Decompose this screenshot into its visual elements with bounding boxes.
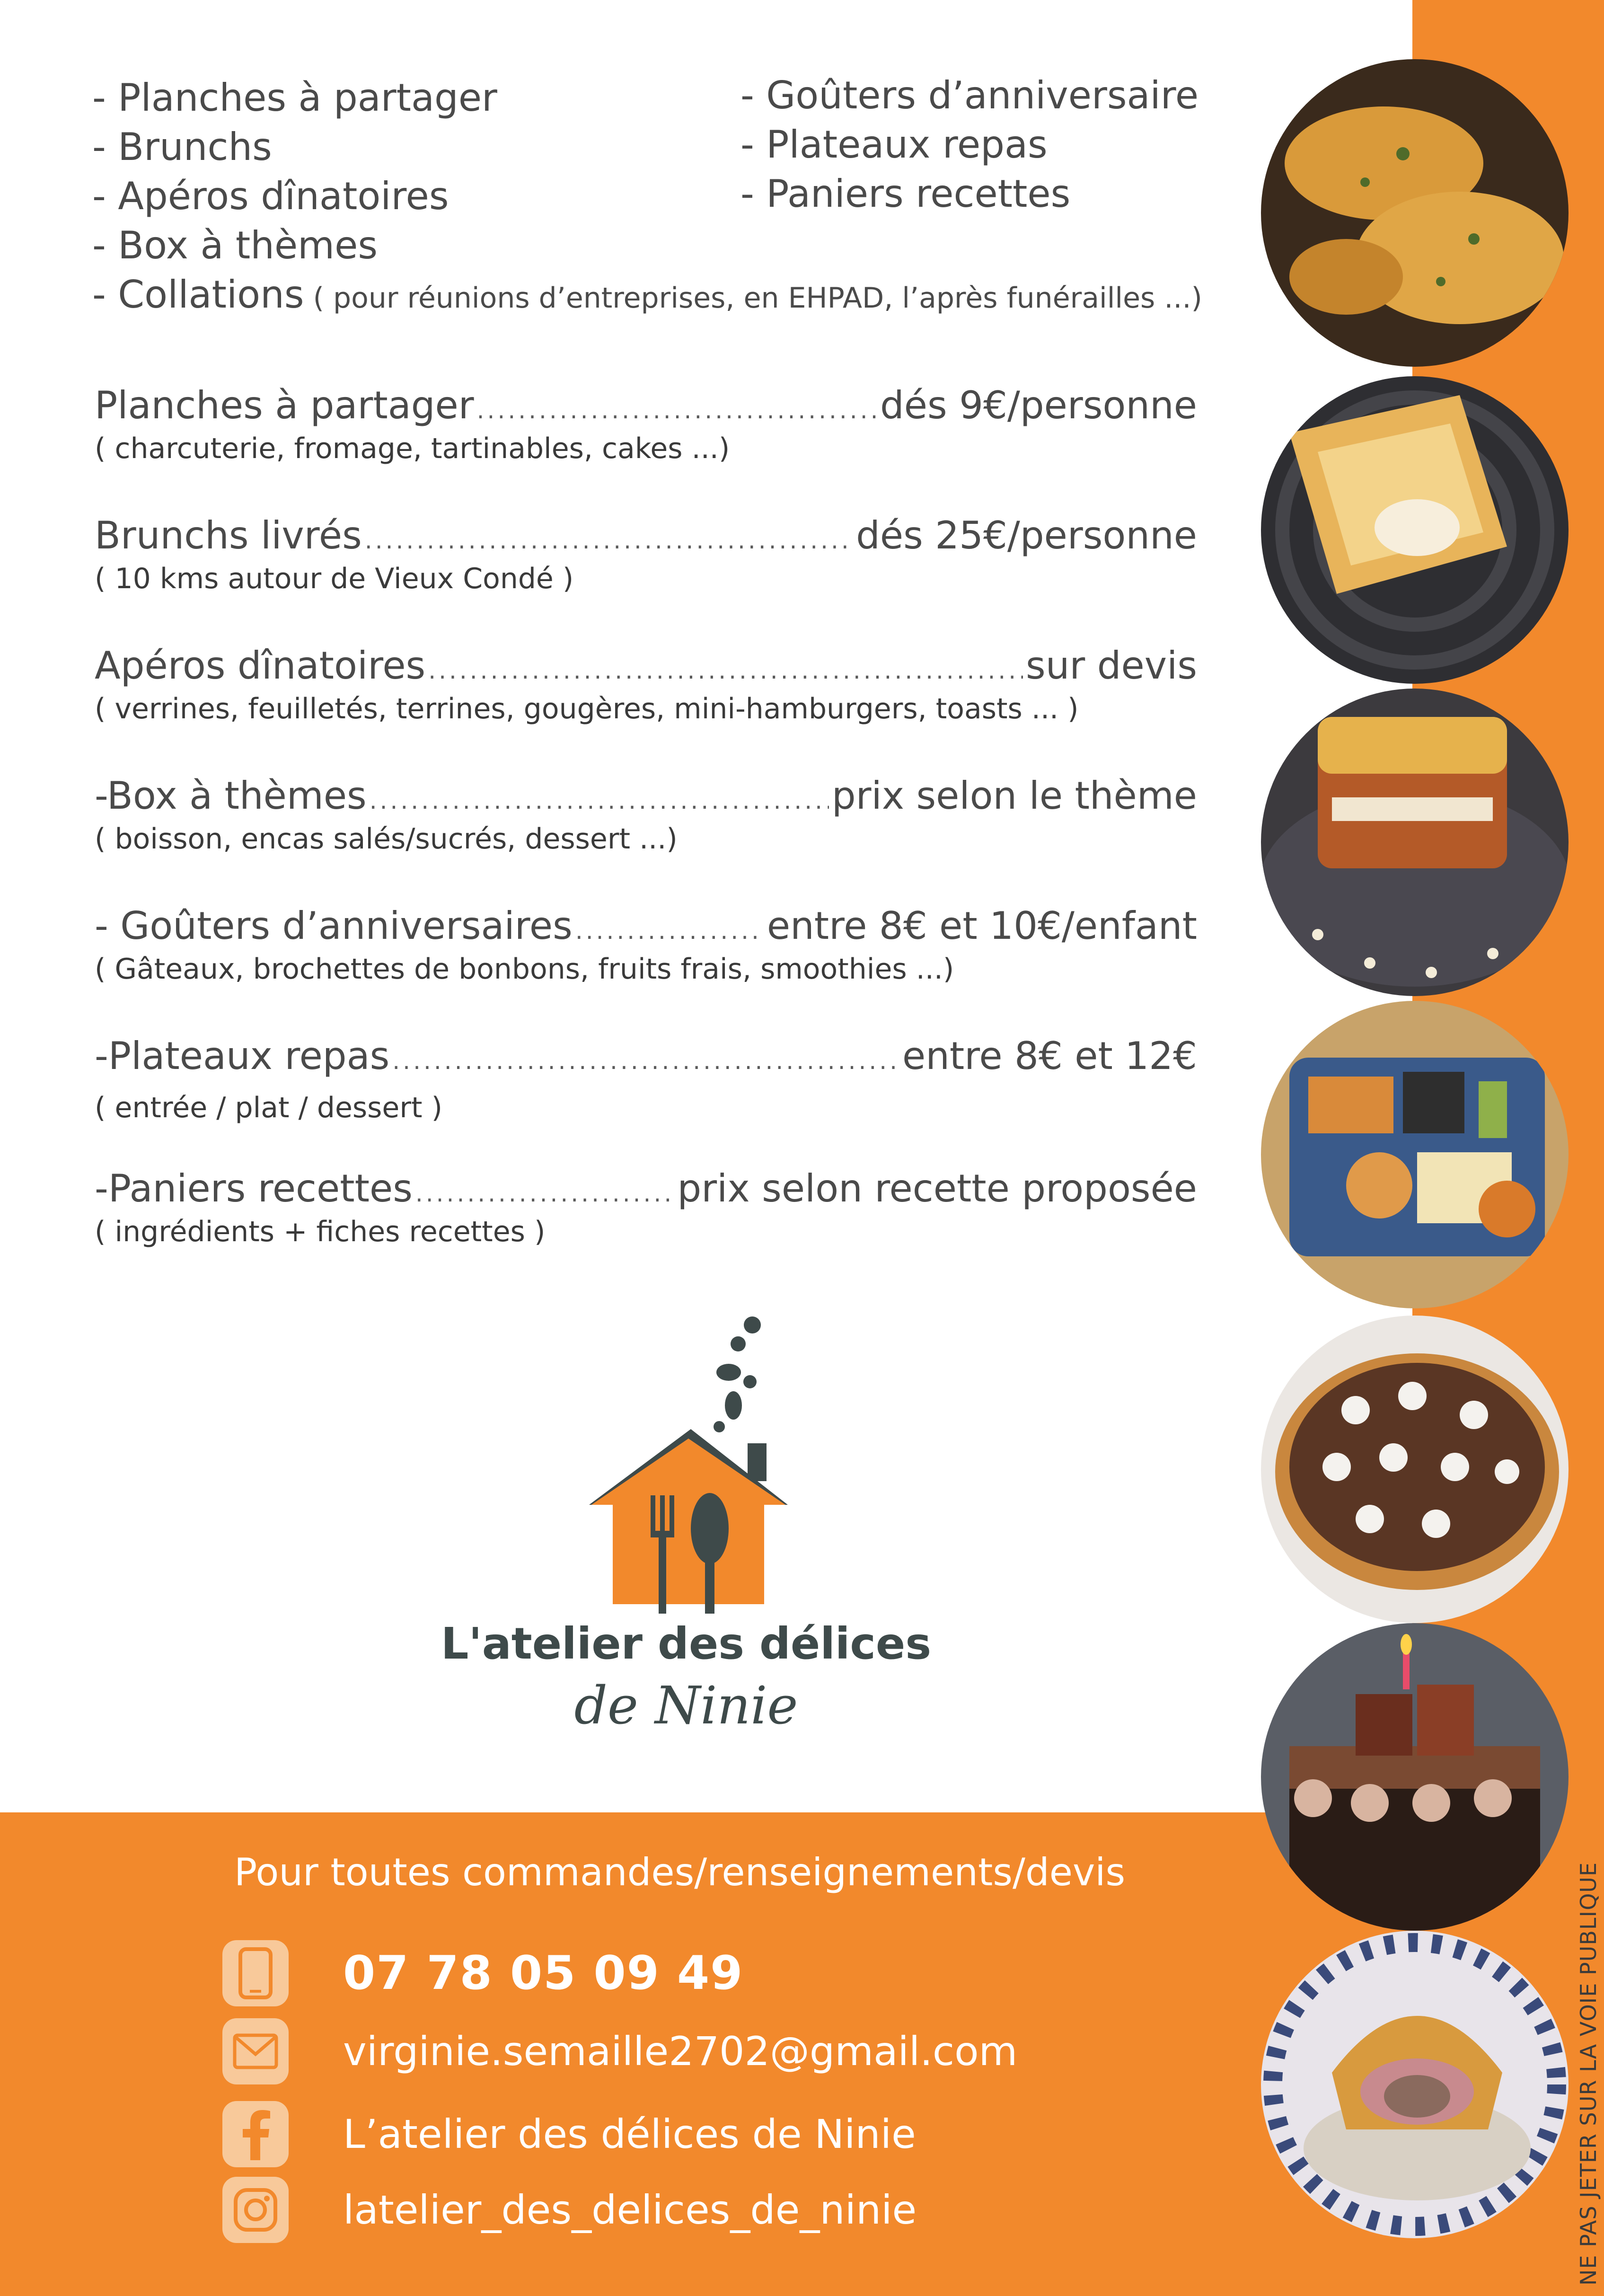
leader-dots xyxy=(428,657,1023,684)
leader-dots xyxy=(477,397,877,424)
instagram-handle[interactable]: latelier_des_delices_de_ninie xyxy=(343,2187,917,2233)
phone-icon xyxy=(222,1940,289,2006)
leader-dots xyxy=(370,787,829,814)
price-value: prix selon le thème xyxy=(831,774,1197,818)
price-name: -Box à thèmes xyxy=(95,774,367,818)
leader-dots xyxy=(365,527,853,554)
brand-logo xyxy=(573,1306,795,1614)
offer-item: - Box à thèmes xyxy=(92,223,378,267)
instagram-icon xyxy=(222,2177,289,2243)
offer-note: ( pour réunions d’entreprises, en EHPAD, l’après funérailles ...) xyxy=(304,282,1202,315)
food-photo-wellington xyxy=(1261,1931,1569,2238)
offer-item: - Collations ( pour réunions d’entreprises, en EHPAD, l’après funérailles ...) xyxy=(92,273,1202,317)
brand-name: L'atelier des délices xyxy=(441,1618,932,1669)
facebook-icon xyxy=(222,2101,289,2167)
leader-dots xyxy=(392,1047,899,1075)
price-value: dés 9€/personne xyxy=(880,383,1197,427)
price-entry xyxy=(95,1166,1197,1248)
facebook-page[interactable]: L’atelier des délices de Ninie xyxy=(343,2111,916,2157)
price-detail: ( Gâteaux, brochettes de bonbons, fruits frais, smoothies ...) xyxy=(95,953,954,986)
price-entry xyxy=(95,513,1197,595)
offer-item: - Plateaux repas xyxy=(740,123,1048,167)
price-entry xyxy=(95,383,1197,465)
price-entry xyxy=(95,644,1197,725)
offer-item: - Planches à partager xyxy=(92,76,497,120)
price-name: Brunchs livrés xyxy=(95,513,362,557)
food-photo-tray xyxy=(1261,1001,1569,1308)
contact-email[interactable] xyxy=(222,2018,1017,2084)
contact-phone[interactable] xyxy=(222,1940,743,2006)
price-detail: ( charcuterie, fromage, tartinables, cakes ...) xyxy=(95,432,730,465)
contact-facebook[interactable] xyxy=(222,2101,916,2167)
email-address[interactable]: virginie.semaille2702@gmail.com xyxy=(343,2028,1018,2075)
food-photo-chicken xyxy=(1261,59,1569,367)
price-detail: ( entrée / plat / dessert ) xyxy=(95,1091,442,1124)
mail-icon xyxy=(222,2018,289,2084)
offer-item: - Paniers recettes xyxy=(740,172,1071,216)
price-value: prix selon recette proposée xyxy=(677,1166,1197,1210)
contact-heading: Pour toutes commandes/renseignements/devis xyxy=(234,1850,1126,1894)
price-name: -Paniers recettes xyxy=(95,1166,413,1210)
price-detail: ( boisson, encas salés/sucrés, dessert ...) xyxy=(95,822,678,856)
price-value: entre 8€ et 12€ xyxy=(902,1034,1197,1078)
price-name: Planches à partager xyxy=(95,383,474,427)
price-detail: ( ingrédients + fiches recettes ) xyxy=(95,1215,546,1248)
price-value: sur devis xyxy=(1026,644,1197,688)
food-photo-cake xyxy=(1261,1623,1569,1931)
offer-item: - Apéros dînatoires xyxy=(92,174,449,218)
leader-dots xyxy=(575,917,764,945)
vertical-notice: NE PAS JETER SUR LA VOIE PUBLIQUE xyxy=(1576,1862,1601,2286)
contact-instagram[interactable] xyxy=(222,2177,917,2243)
price-detail: ( verrines, feuilletés, terrines, gougères, mini-hamburgers, toasts ... ) xyxy=(95,692,1079,725)
phone-number[interactable]: 07 78 05 09 49 xyxy=(343,1946,744,2000)
price-value: entre 8€ et 10€/enfant xyxy=(767,904,1197,948)
price-detail: ( 10 kms autour de Vieux Condé ) xyxy=(95,562,574,595)
price-entry xyxy=(95,904,1197,986)
leader-dots xyxy=(415,1180,675,1207)
food-photo-tart xyxy=(1261,1316,1569,1623)
price-name: - Goûters d’anniversaires xyxy=(95,904,573,948)
offer-item: - Brunchs xyxy=(92,125,272,169)
price-entry xyxy=(95,774,1197,856)
brand-tagline: de Ninie xyxy=(574,1675,798,1736)
food-photo-pastry xyxy=(1261,376,1569,684)
offer-list-right xyxy=(740,71,1199,219)
offer-item: - Goûters d’anniversaire xyxy=(740,73,1199,117)
price-name: Apéros dînatoires xyxy=(95,644,426,688)
food-photo-lasagna xyxy=(1261,689,1569,996)
price-value: dés 25€/personne xyxy=(856,513,1197,557)
price-entry xyxy=(95,1034,1197,1124)
price-name: -Plateaux repas xyxy=(95,1034,390,1078)
